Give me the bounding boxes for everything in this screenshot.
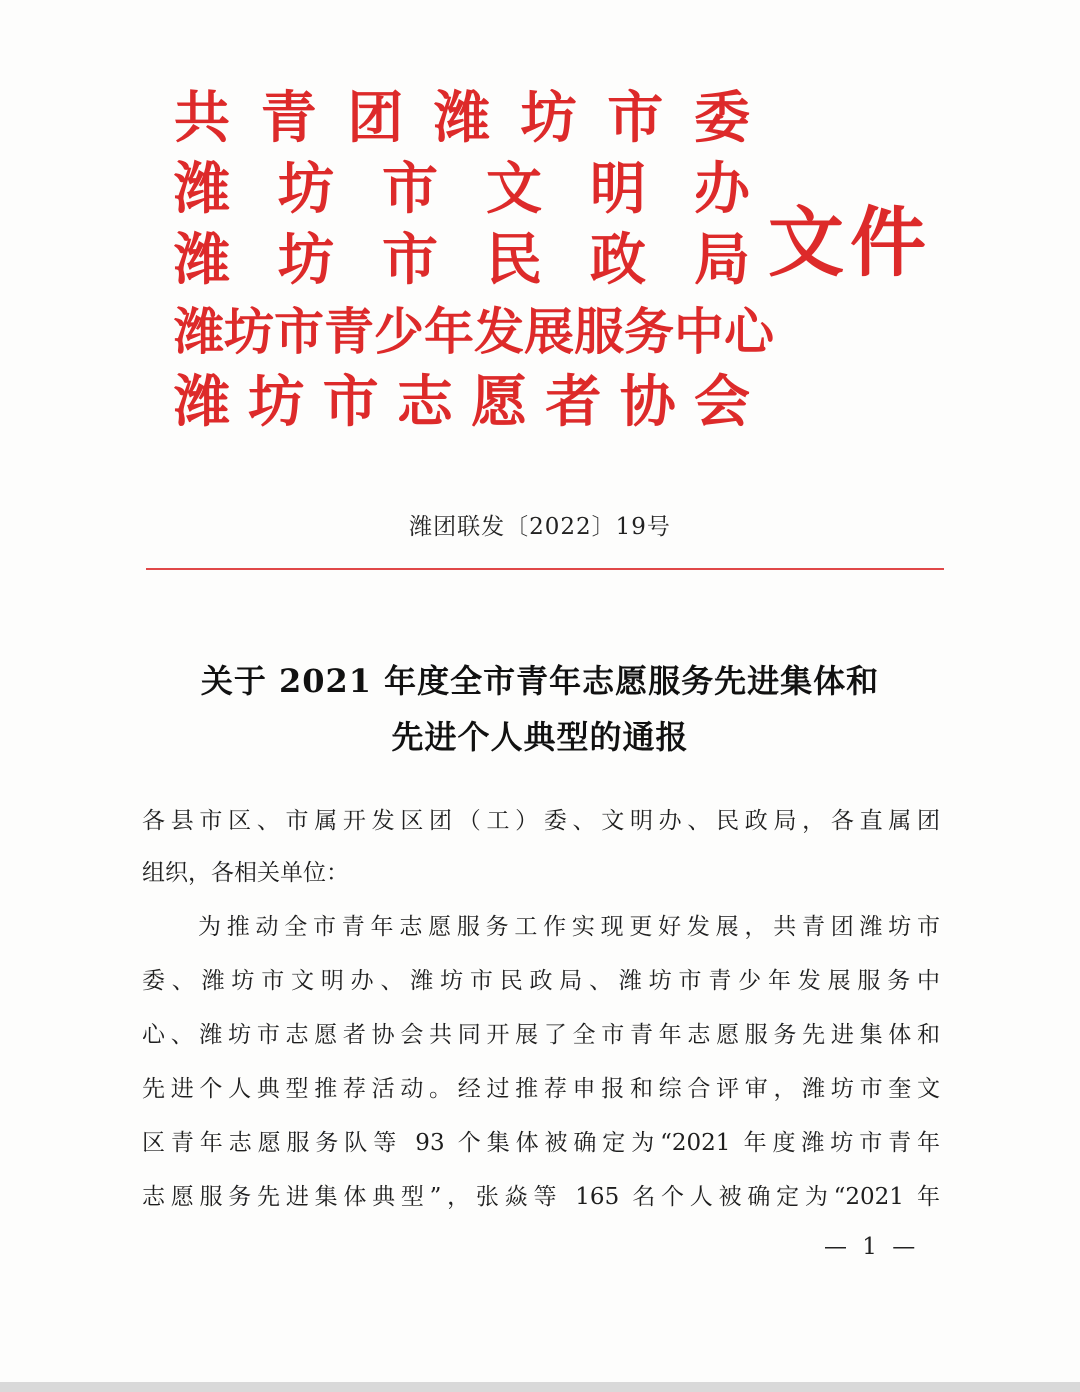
issuer-line: 潍 坊 市 民 政 局 <box>174 228 750 293</box>
body-line: 各县市区、市属开发区团（工）委、文明办、民政局，各直属团 <box>142 808 940 834</box>
body-line: 心、潍坊市志愿者协会共同开展了全市青年志愿服务先进集体和 <box>142 1022 940 1048</box>
body-line: 组织，各相关单位： <box>142 860 349 886</box>
issuer-line: 潍 坊 市 文 明 办 <box>174 157 750 222</box>
issuer-line: 潍 坊 市 志 愿 者 协 会 <box>174 370 750 435</box>
document-type-label: 文件 <box>768 198 932 287</box>
issuer-line: 共 青 团 潍 坊 市 委 <box>174 86 750 151</box>
document-number: 潍团联发〔2022〕19号 <box>409 514 671 540</box>
issuer-line: 潍 坊 市 青 少 年 发 展 服 务 中 心 <box>174 303 774 361</box>
body-line: 委、潍坊市文明办、潍坊市民政局、潍坊市青少年发展服务中 <box>142 968 940 994</box>
body-line: 志愿服务先进集体典型”，张焱等 165 名个人被确定为“2021 年 <box>142 1184 940 1210</box>
page-number: — 1 — <box>824 1234 920 1260</box>
body-line: 为推动全市青年志愿服务工作实现更好发展，共青团潍坊市 <box>198 914 940 940</box>
scan-edge <box>0 1382 1080 1392</box>
issuer-list <box>174 86 774 441</box>
document-title-line-2: 先进个人典型的通报 <box>391 718 689 756</box>
body-line: 先进个人典型推荐活动。经过推荐申报和综合评审，潍坊市奎文 <box>142 1076 940 1102</box>
document-title-line-1: 关于 2021 年度全市青年志愿服务先进集体和 <box>200 662 880 700</box>
body-line: 区青年志愿服务队等 93 个集体被确定为“2021 年度潍坊市青年 <box>142 1130 940 1156</box>
red-divider <box>146 568 944 570</box>
